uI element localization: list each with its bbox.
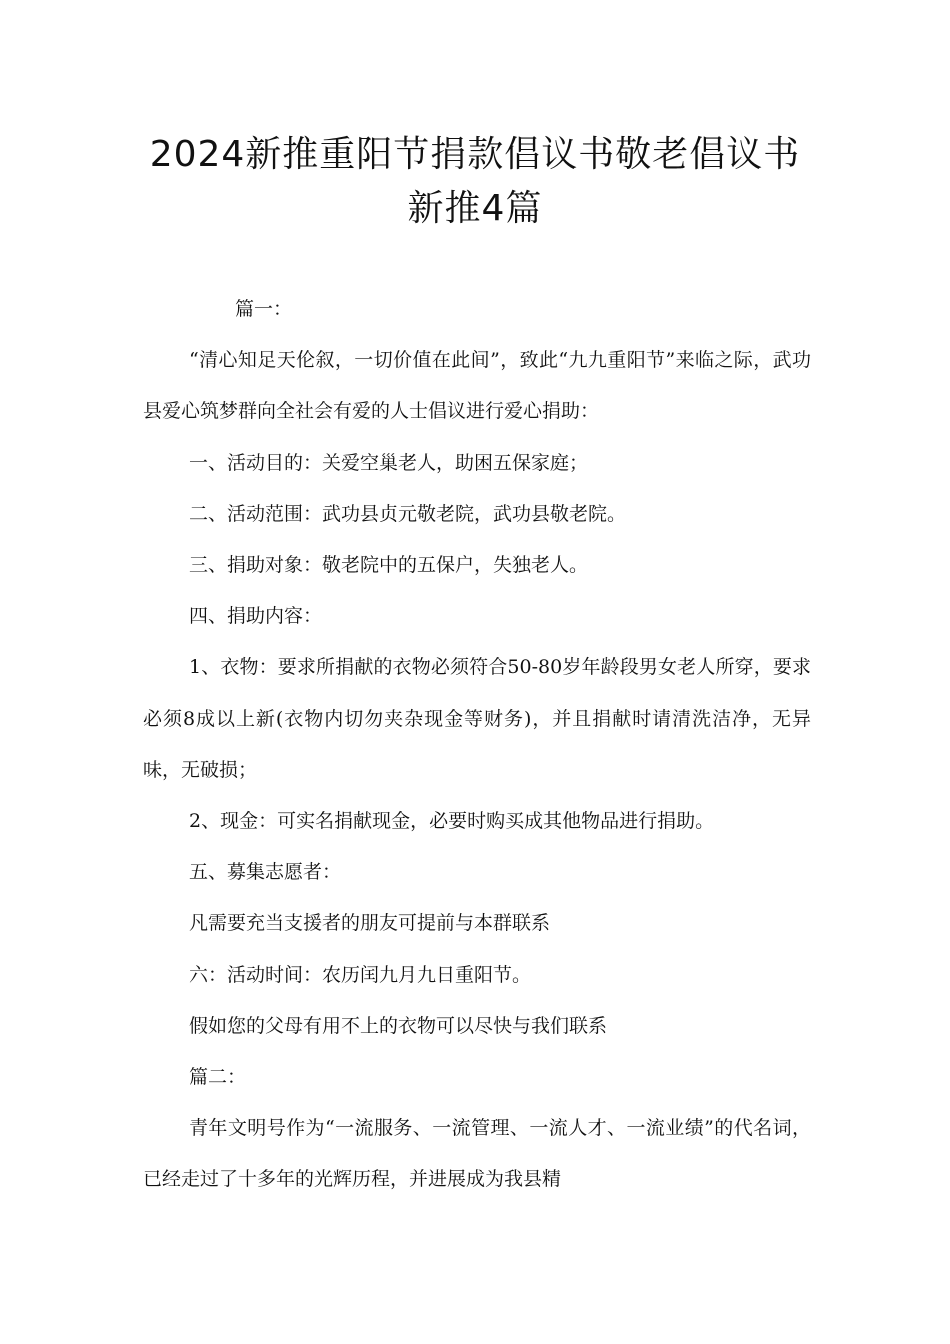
paragraph-recipients: 三、捐助对象：敬老院中的五保户，失独老人。 [189,554,589,577]
document-body [143,284,811,1206]
paragraph-purpose: 一、活动目的：关爱空巢老人，助困五保家庭； [189,451,589,474]
paragraph-cash: 2、现金：可实名捐献现金，必要时购买成其他物品进行捐助。 [189,810,715,833]
section-heading-1: 篇一： [235,298,293,320]
paragraph-clothing: 1、衣物：要求所捐献的衣物必须符合50-80岁年龄段男女老人所穿，要求必须8成以上新(衣物内切勿夹杂现金等财务)，并且捐献时请清洗洁净，无异味，无破损； [143,656,811,781]
title-line-1: 2024新推重阳节捐款倡议书敬老倡议书 [149,134,801,175]
paragraph-volunteers-heading: 五、募集志愿者： [189,861,342,884]
paragraph-time: 六：活动时间：农历闰九月九日重阳节。 [189,963,532,986]
paragraph-section-2-intro: 青年文明号作为“一流服务、一流管理、一流人才、一流业绩”的代名词，已经走过了十多年的光辉历程，并进展成为我县精 [143,1117,811,1191]
paragraph-contact: 假如您的父母有用不上的衣物可以尽快与我们联系 [189,1014,608,1037]
paragraph-scope: 二、活动范围：武功县贞元敬老院，武功县敬老院。 [189,502,627,525]
intro-paragraph: “清心知足天伦叙，一切价值在此间”，致此“九九重阳节”来临之际，武功县爱心筑梦群向全社会有爱的人士倡议进行爱心捐助： [143,349,811,423]
section-heading-2: 篇二： [189,1066,247,1089]
title-line-2: 新推4篇 [407,188,543,229]
paragraph-content-heading: 四、捐助内容： [189,605,323,628]
paragraph-volunteers: 凡需要充当支援者的朋友可提前与本群联系 [189,912,551,935]
document-title [110,128,840,236]
